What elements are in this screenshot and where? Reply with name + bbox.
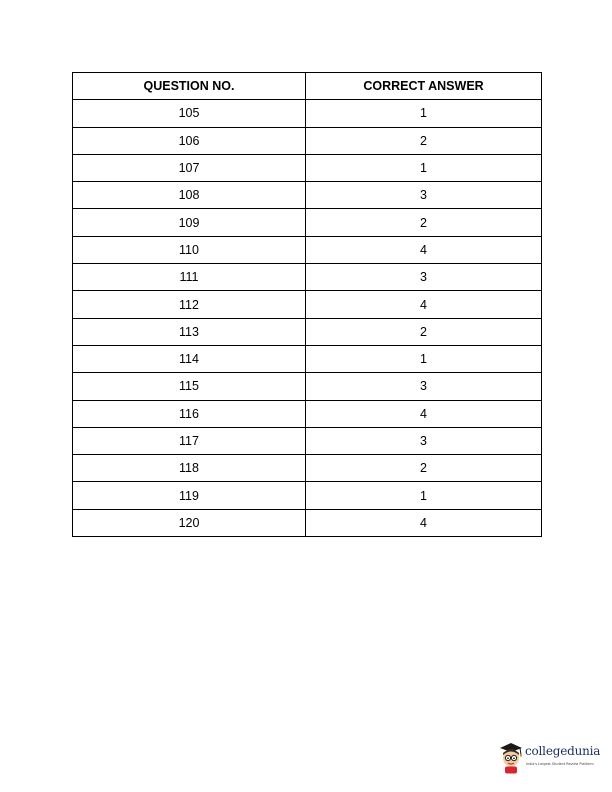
question-number-cell: 116 [73,400,306,427]
question-number-cell: 119 [73,482,306,509]
table-row [73,264,542,291]
question-number-cell: 111 [73,264,306,291]
question-number-cell: 108 [73,182,306,209]
question-number-cell: 114 [73,345,306,372]
question-number-cell: 120 [73,509,306,536]
table-row [73,182,542,209]
correct-answer-cell: 3 [306,264,542,291]
correct-answer-cell: 4 [306,509,542,536]
table-header-row [73,73,542,100]
correct-answer-cell: 4 [306,291,542,318]
table-body [73,100,542,537]
question-number-cell: 105 [73,100,306,127]
correct-answer-cell: 1 [306,100,542,127]
graduate-mascot-icon [498,740,524,774]
question-number-cell: 107 [73,154,306,181]
correct-answer-cell: 2 [306,318,542,345]
table-row [73,291,542,318]
table-row [73,154,542,181]
question-number-cell: 106 [73,127,306,154]
question-number-cell: 113 [73,318,306,345]
table-row [73,209,542,236]
correct-answer-cell: 4 [306,236,542,263]
correct-answer-cell: 1 [306,154,542,181]
table-row [73,318,542,345]
question-number-cell: 110 [73,236,306,263]
table-row [73,345,542,372]
collegedunia-logo [498,740,608,776]
question-number-cell: 117 [73,427,306,454]
question-number-cell: 109 [73,209,306,236]
question-number-cell: 118 [73,455,306,482]
correct-answer-cell: 2 [306,209,542,236]
correct-answer-cell: 3 [306,427,542,454]
table-row [73,100,542,127]
correct-answer-cell: 3 [306,373,542,400]
correct-answer-cell: 4 [306,400,542,427]
table-row [73,427,542,454]
correct-answer-cell: 3 [306,182,542,209]
correct-answer-header: CORRECT ANSWER [306,73,542,100]
table-row [73,236,542,263]
table-row [73,400,542,427]
question-number-cell: 115 [73,373,306,400]
answer-key-table [72,72,542,537]
question-number-cell: 112 [73,291,306,318]
table-row [73,509,542,536]
correct-answer-cell: 2 [306,455,542,482]
logo-tagline: India's Largest Student Review Platform [526,762,594,766]
logo-name: collegedunia [525,744,601,758]
table-row [73,482,542,509]
correct-answer-cell: 2 [306,127,542,154]
question-no-header: QUESTION NO. [73,73,306,100]
table-row [73,127,542,154]
correct-answer-cell: 1 [306,482,542,509]
table-row [73,373,542,400]
table-row [73,455,542,482]
correct-answer-cell: 1 [306,345,542,372]
